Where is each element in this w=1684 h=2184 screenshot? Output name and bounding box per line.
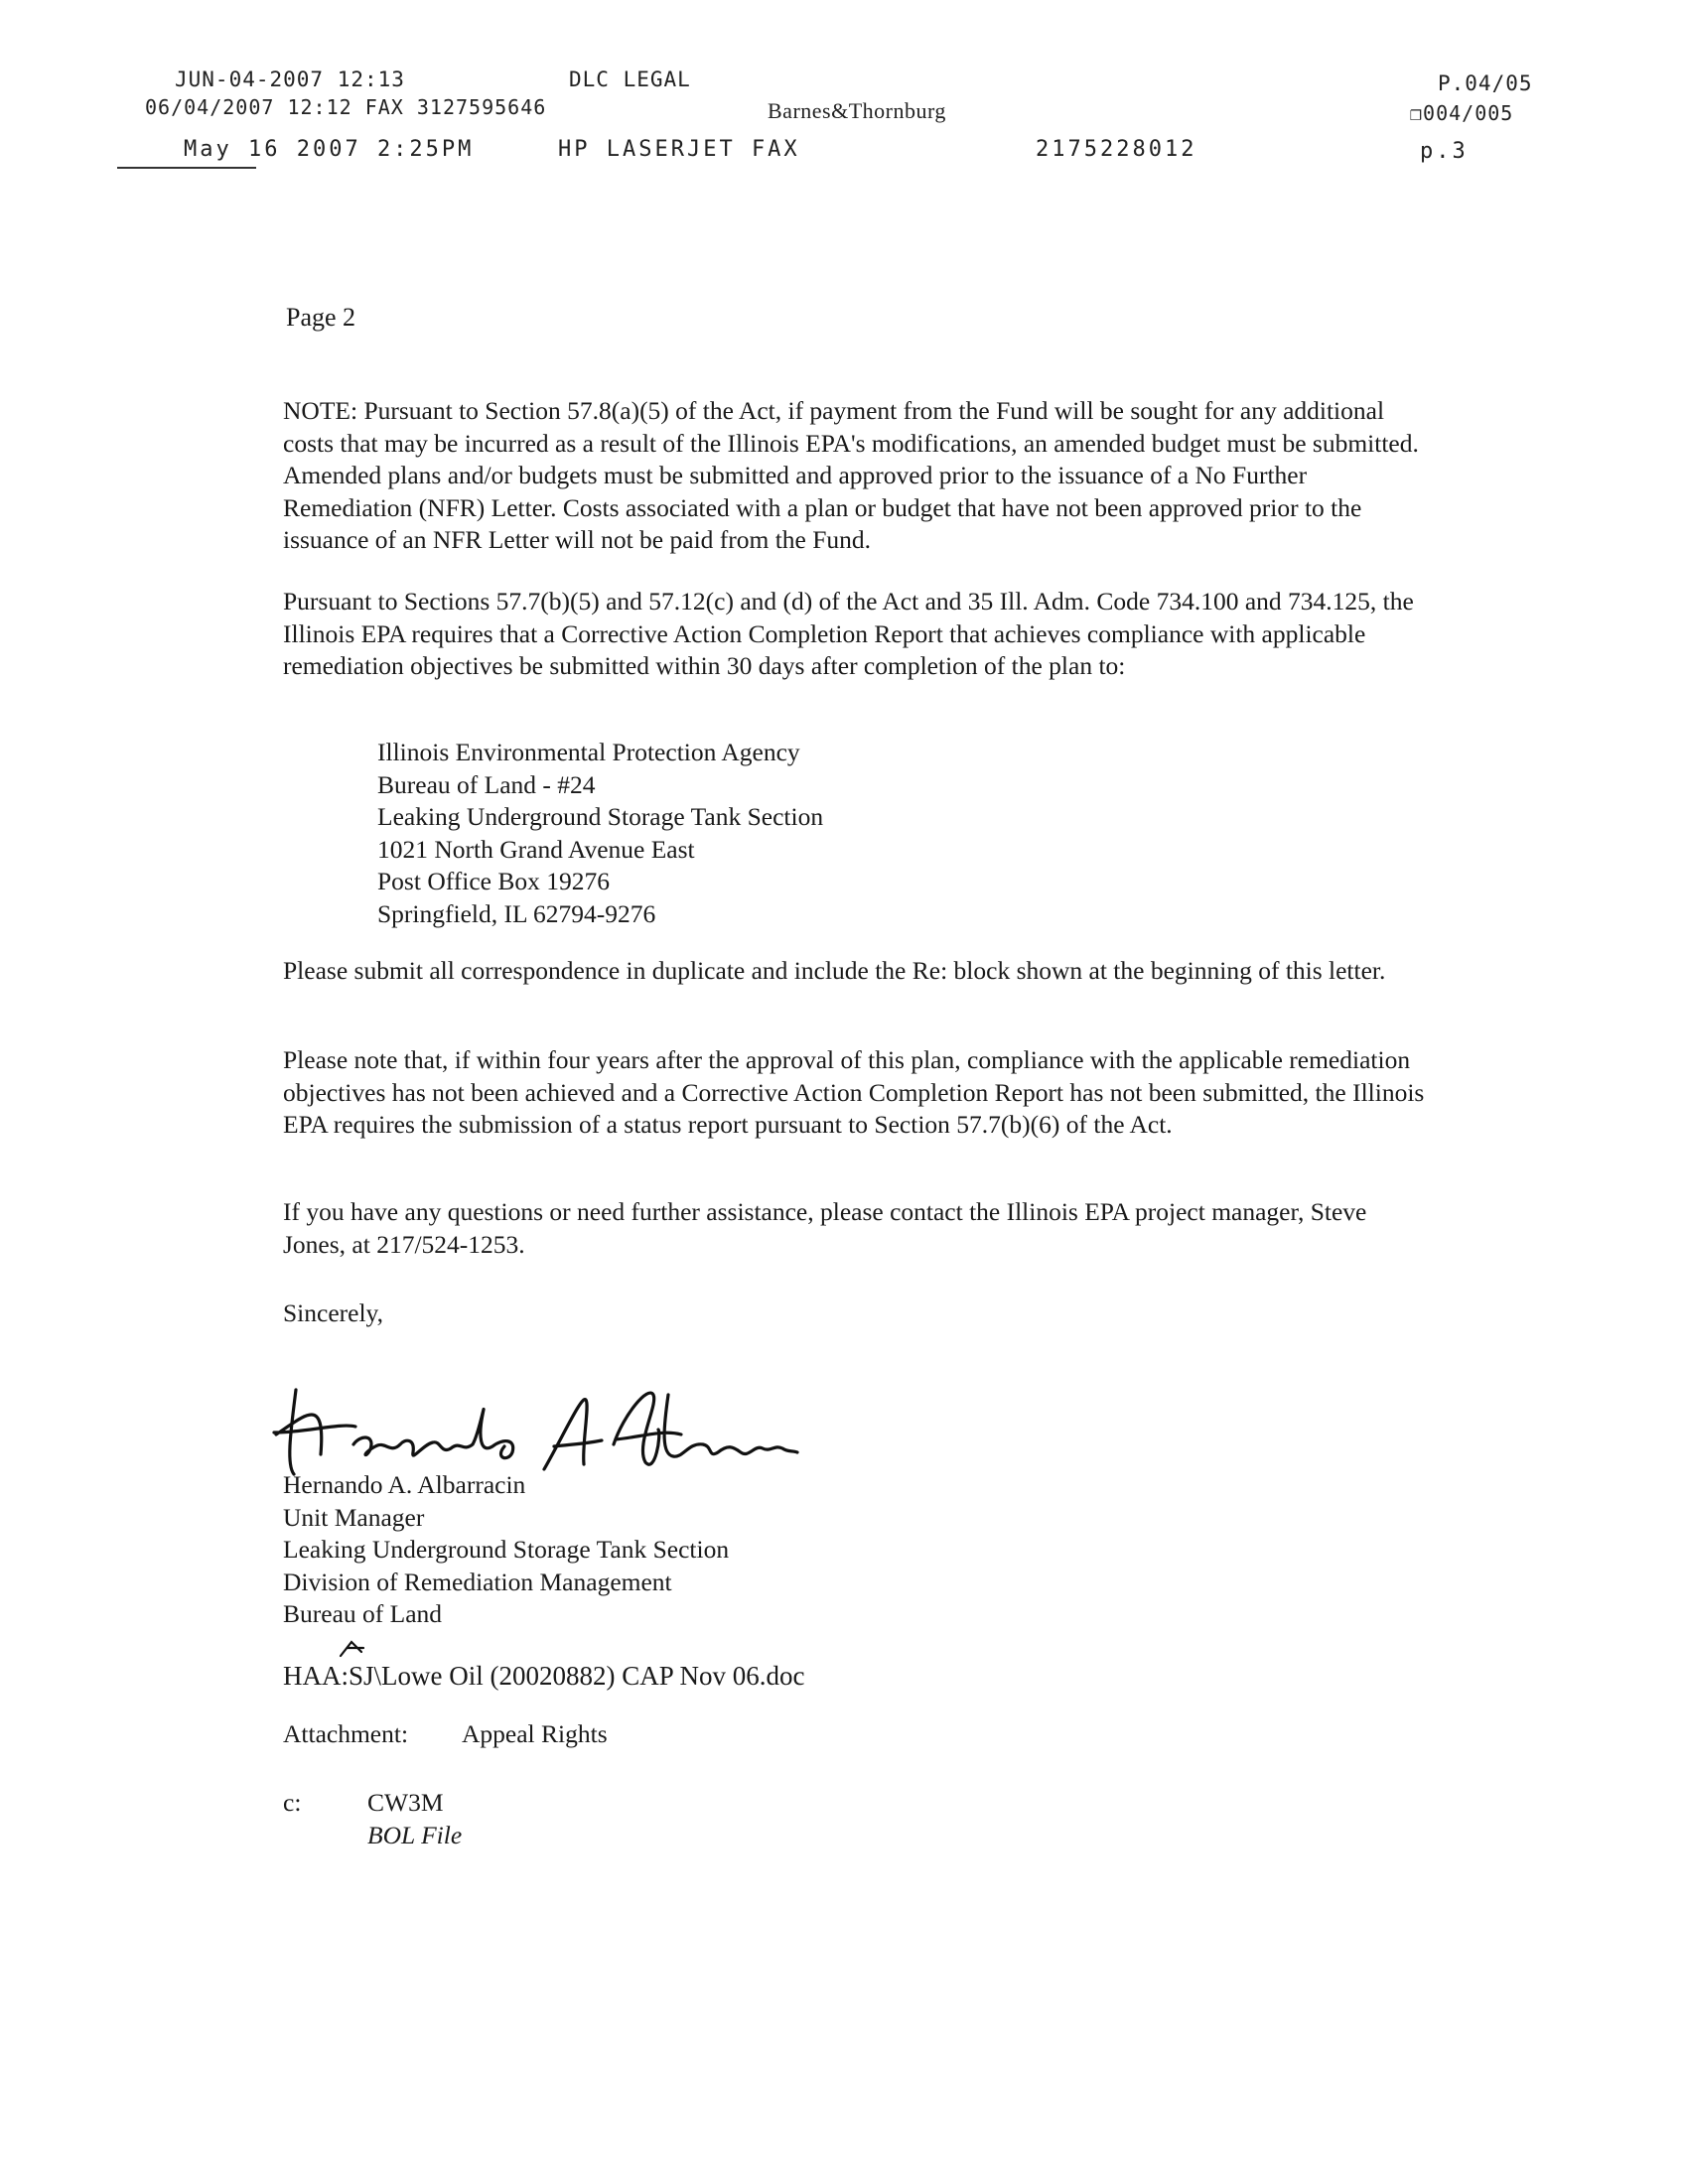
page-number: Page 2 — [286, 303, 356, 332]
attachment-value: Appeal Rights — [462, 1719, 608, 1748]
paragraph-contact-text: If you have any questions or need further assistance, please contact the Illinois EPA project manager, Steve Jones, at 217/524-1253. — [283, 1197, 1367, 1259]
fax-header-line2-page: ❐004/005 — [1410, 101, 1514, 125]
cc-recipient: BOL File — [367, 1820, 463, 1849]
cc-recipient: CW3M — [367, 1788, 444, 1817]
signatory-block — [283, 1469, 729, 1631]
paragraph-contact — [283, 1196, 1425, 1261]
attachment-label: Attachment: — [283, 1719, 409, 1748]
closing: Sincerely, — [283, 1298, 384, 1327]
paragraph-completion-report-text: Pursuant to Sections 57.7(b)(5) and 57.12(c) and (d) of the Act and 35 Ill. Adm. Code 734.100 and 734.125, the Illinois EPA requires that a Corrective Action Completion Report that achieves compliance with applicable remediation objectives be submitted within 30 days after completion of the plan to: — [283, 587, 1414, 680]
paragraph-note-text: NOTE: Pursuant to Section 57.8(a)(5) of the Act, if payment from the Fund will be sought for any additional costs that may be incurred as a result of the Illinois EPA's modifications, an amended budget must be submitted. Amended plans and/or budgets must be submitted and approved prior to the issuance of a No Further Remediation (NFR) Letter. Costs associated with a plan or budget that have not been approved prior to the issuance of an NFR Letter will not be paid from the Fund. — [283, 396, 1419, 554]
address-line: Bureau of Land - #24 — [377, 769, 596, 799]
cc-list — [283, 1787, 879, 1851]
agency-address — [377, 737, 823, 930]
document-reference: HAA:SJ\Lowe Oil (20020882) CAP Nov 06.doc — [283, 1661, 805, 1691]
address-line: Springfield, IL 62794-9276 — [377, 898, 656, 928]
signatory-name: Hernando A. Albarracin — [283, 1470, 526, 1499]
fax-header-line2-datetime: 06/04/2007 12:12 FAX 3127595646 — [145, 95, 547, 119]
fax-header-line1-page: P.04/05 — [1438, 71, 1533, 95]
signatory-title: Unit Manager — [283, 1502, 425, 1532]
paragraph-note — [283, 395, 1425, 557]
address-line: Post Office Box 19276 — [377, 867, 610, 895]
address-line: Leaking Underground Storage Tank Section — [377, 802, 824, 831]
fax-header-line2-firm: Barnes&Thornburg — [768, 98, 946, 123]
paragraph-status-report — [283, 1044, 1425, 1142]
fax-header-rule — [117, 167, 256, 169]
paragraph-correspondence — [283, 955, 1425, 988]
signatory-section: Leaking Underground Storage Tank Section — [283, 1535, 730, 1564]
cc-label: c: — [283, 1788, 302, 1817]
fax-header-line3-datetime: May 16 2007 2:25PM — [184, 137, 475, 162]
address-line: Illinois Environmental Protection Agency — [377, 738, 800, 766]
attachment-line — [283, 1719, 608, 1749]
fax-header-line1-sender: DLC LEGAL — [569, 68, 691, 91]
fax-header-line3-page: p.3 — [1420, 139, 1469, 164]
fax-header-line3-number: 2175228012 — [1036, 137, 1197, 162]
signatory-bureau: Bureau of Land — [283, 1599, 443, 1628]
address-line: 1021 North Grand Avenue East — [377, 834, 695, 864]
paragraph-completion-report — [283, 586, 1425, 683]
signatory-division: Division of Remediation Management — [283, 1567, 672, 1596]
signature — [266, 1375, 802, 1484]
fax-header-line3-device: HP LASERJET FAX — [558, 137, 800, 162]
handwritten-mark-icon — [338, 1638, 367, 1660]
paragraph-correspondence-text: Please submit all correspondence in duplicate and include the Re: block shown at the beginning of this letter. — [283, 956, 1386, 985]
fax-header-line1-datetime: JUN-04-2007 12:13 — [175, 68, 405, 91]
paragraph-status-report-text: Please note that, if within four years after the approval of this plan, compliance with the applicable remediation objectives has not been achieved and a Corrective Action Completion Report has not been submitted, the Illinois EPA requires the submission of a status report pursuant to Section 57.7(b)(6) of the Act. — [283, 1045, 1425, 1139]
